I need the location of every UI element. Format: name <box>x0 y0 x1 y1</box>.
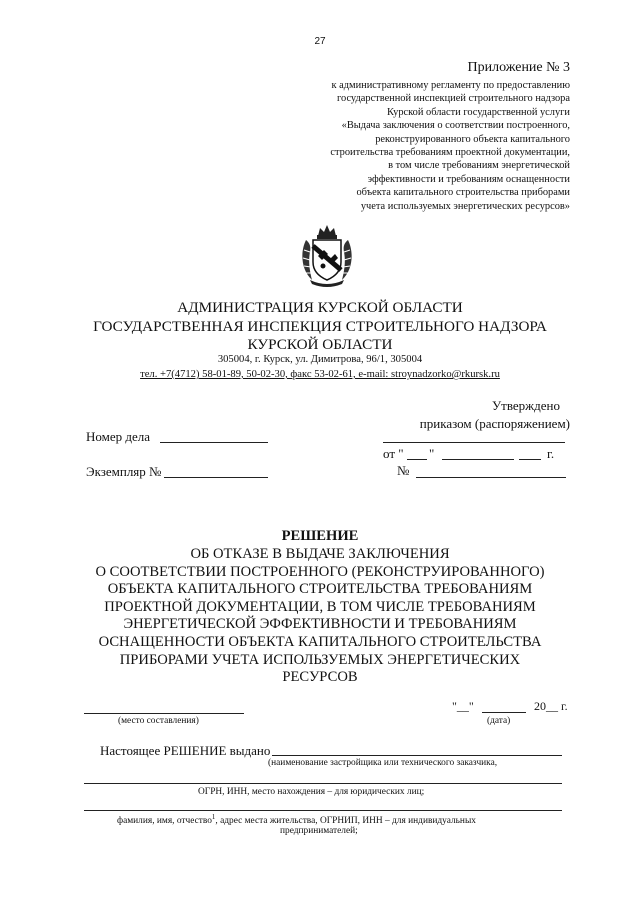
decision-line: ОСНАЩЕННОСТИ ОБЪЕКТА КАПИТАЛЬНОГО СТРОИТЕЛЬСТВА <box>98 633 542 650</box>
copy-number-label: Экземпляр № <box>86 464 162 479</box>
appendix-line: в том числе требованиям энергетической <box>388 160 570 172</box>
appendix-description <box>270 79 570 213</box>
decision-line: ЭНЕРГЕТИЧЕСКОЙ ЭФФЕКТИВНОСТИ И ТРЕБОВАНИЯМ <box>123 616 517 633</box>
decision-line: О СООТВЕТСТВИИ ПОСТРОЕННОГО (РЕКОНСТРУИРОВАННОГО) <box>95 563 545 580</box>
order-day-line <box>407 459 427 460</box>
date-caption: (дата) <box>487 716 511 726</box>
approved-label: Утверждено <box>491 398 560 413</box>
case-number-label: Номер дела <box>86 429 151 444</box>
copy-number-line <box>164 477 268 478</box>
decision-title: РЕШЕНИЕ <box>281 528 359 544</box>
issued-caption-4: предпринимателей; <box>280 826 358 836</box>
issued-line-2 <box>84 783 562 784</box>
decision-subject <box>0 546 640 687</box>
issued-caption-3 <box>117 813 476 826</box>
appendix-line: «Выдача заключения о соответствии построенного, <box>341 120 570 132</box>
decision-month-line <box>482 712 526 713</box>
issued-label: Настоящее РЕШЕНИЕ выдано <box>100 743 271 758</box>
issued-caption-3-part-a: фамилия, имя, отчество <box>117 816 212 827</box>
appendix-line: учета используемых энергетических ресурсов» <box>360 200 570 212</box>
place-line <box>84 713 244 714</box>
org-contacts: тел. +7(4712) 58-01-89, 50-02-30, факс 53-02-61, e-mail: stroynadzorko@rkursk.ru <box>140 369 500 380</box>
org-address: 305004, г. Курск, ул. Димитрова, 96/1, 305004 <box>217 354 423 365</box>
appendix-line: Курской области государственной услуги <box>386 106 570 118</box>
org-name-line1: АДМИНИСТРАЦИЯ КУРСКОЙ ОБЛАСТИ <box>177 299 463 316</box>
decision-line: ОБЪЕКТА КАПИТАЛЬНОГО СТРОИТЕЛЬСТВА ТРЕБОВАНИЯМ <box>107 581 533 598</box>
appendix-line: объекта капитального строительства приборами <box>356 187 570 199</box>
order-top-line <box>383 442 565 443</box>
appendix-title: Приложение № 3 <box>467 60 570 75</box>
appendix-line: эффективности и требованиям оснащенности <box>367 173 570 185</box>
order-number-label: № <box>397 463 410 478</box>
place-caption: (место составления) <box>118 716 199 726</box>
decision-line: РЕСУРСОВ <box>282 669 358 686</box>
issued-caption-3-part-b: , адрес места жительства, ОГРНИП, ИНН – для индивидуальных <box>215 816 476 827</box>
order-year-suffix: г. <box>547 446 555 461</box>
issued-caption-1: (наименование застройщика или технического заказчика, <box>268 758 498 768</box>
order-date-quote: " <box>429 446 435 461</box>
case-number-line <box>160 442 268 443</box>
decision-date-quote: "__" <box>452 699 474 713</box>
by-order-label: приказом (распоряжением) <box>419 416 570 431</box>
issued-line-3 <box>84 810 562 811</box>
decision-line: ПРОЕКТНОЙ ДОКУМЕНТАЦИИ, В ТОМ ЧИСЛЕ ТРЕБОВАНИЯМ <box>104 598 536 615</box>
decision-line: ОБ ОТКАЗЕ В ВЫДАЧЕ ЗАКЛЮЧЕНИЯ <box>190 546 450 562</box>
footnote-marker: 1 <box>211 813 216 821</box>
decision-line: ПРИБОРАМИ УЧЕТА ИСПОЛЬЗУЕМЫХ ЭНЕРГЕТИЧЕСКИХ <box>119 651 521 668</box>
org-name-line2: ГОСУДАРСТВЕННАЯ ИНСПЕКЦИЯ СТРОИТЕЛЬНОГО НАДЗОРА <box>93 318 547 335</box>
issued-line-1 <box>272 755 562 756</box>
issued-caption-2: ОГРН, ИНН, место нахождения – для юридических лиц; <box>198 787 425 797</box>
order-month-line <box>442 459 514 460</box>
appendix-line: реконструированного объекта капитального <box>375 133 570 145</box>
appendix-line: к административному регламенту по предоставлению <box>331 80 570 91</box>
org-name-line3: КУРСКОЙ ОБЛАСТИ <box>247 336 393 353</box>
appendix-line: государственной инспекцией строительного надзора <box>337 93 570 105</box>
order-date-prefix: от " <box>383 446 404 461</box>
order-number-line <box>416 477 566 478</box>
order-year-line <box>519 459 541 460</box>
page-number: 27 <box>314 36 326 47</box>
decision-year: 20__ г. <box>534 699 568 713</box>
coat-of-arms-icon <box>298 222 356 288</box>
appendix-line: строительства требованиям проектной документации, <box>330 147 570 159</box>
